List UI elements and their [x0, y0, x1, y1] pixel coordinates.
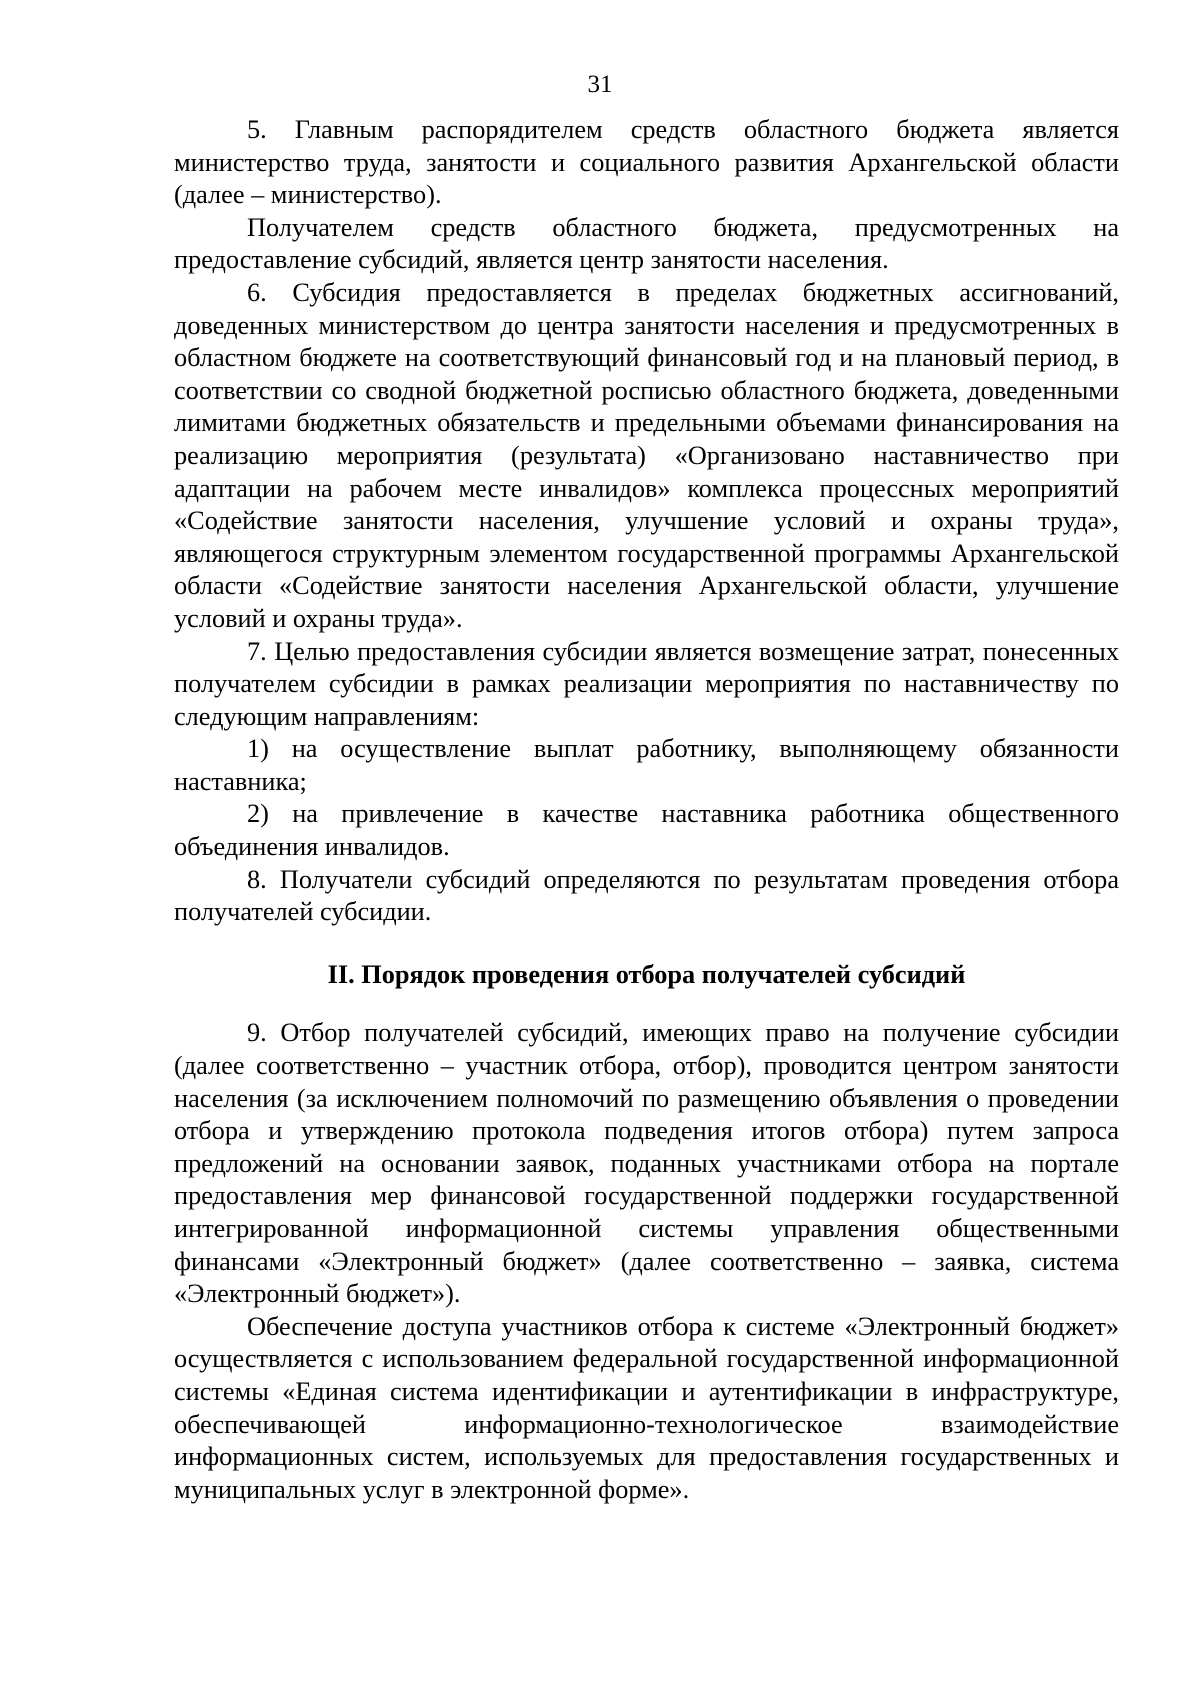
paragraph-8: 8. Получатели субсидий определяются по результатам проведения отбора получателей субсидии. [174, 864, 1119, 927]
section-heading: II. Порядок проведения отбора получателей субсидий [327, 959, 966, 989]
page-number: 31 [587, 71, 613, 98]
paragraph-7: 7. Целью предоставления субсидии является возмещение затрат, понесенных получателем субсидии в рамках реализации мероприятия по наставничеству по следующим направлениям: [174, 636, 1119, 731]
paragraph-9-access: Обеспечение доступа участников отбора к системе «Электронный бюджет» осуществляется с использованием федеральной государственной информационной системы «Единая система идентификации и аутентификации в инфраструктуре, обеспечивающей информационно-технологическое взаимодействие информационных систем, используемых для предоставления государственных и муниципальных услуг в электронной форме». [174, 1311, 1119, 1504]
paragraph-7-item-1: 1) на осуществление выплат работнику, выполняющему обязанности наставника; [174, 734, 1119, 796]
document-body [174, 114, 1119, 1506]
paragraph-5: 5. Главным распорядителем средств областного бюджета является министерство труда, занятости и социального развития Архангельской области (далее – министерство). [174, 115, 1119, 210]
paragraph-5-recipient: Получателем средств областного бюджета, предусмотренных на предоставление субсидий, является центр занятости населения. [174, 212, 1119, 275]
spacer [174, 929, 1119, 959]
paragraph-6: 6. Субсидия предоставляется в пределах бюджетных ассигнований, доведенных министерством до центра занятости населения и предусмотренных в областном бюджете на соответствующий финансовый год и на плановый период, в соответствии со сводной бюджетной росписью областного бюджета, доведенными лимитами бюджетных обязательств и предельными объемами финансирования на реализацию мероприятия (результата) «Организовано наставничество при адаптации на рабочем месте инвалидов» комплекса процессных мероприятий «Содействие занятости населения, улучшение условий и охраны труда», являющегося структурным элементом государственной программы Архангельской области «Содействие занятости населения Архангельской области, улучшение условий и охраны труда». [174, 277, 1119, 633]
spacer [174, 991, 1119, 1017]
paragraph-7-item-2: 2) на привлечение в качестве наставника работника общественного объединения инвалидов. [174, 799, 1119, 862]
paragraph-9: 9. Отбор получателей субсидий, имеющих право на получение субсидии (далее соответственно – участник отбора, отбор), проводится центром занятости населения (за исключением полномочий по размещению объявления о проведении отбора и утверждению протокола подведения итогов отбора) путем запроса предложений на основании заявок, поданных участниками отбора на портале предоставления мер финансовой государственной поддержки государственной интегрированной информационной системы управления общественными финансами «Электронный бюджет» (далее соответственно – заявка, система «Электронный бюджет»). [174, 1018, 1119, 1309]
